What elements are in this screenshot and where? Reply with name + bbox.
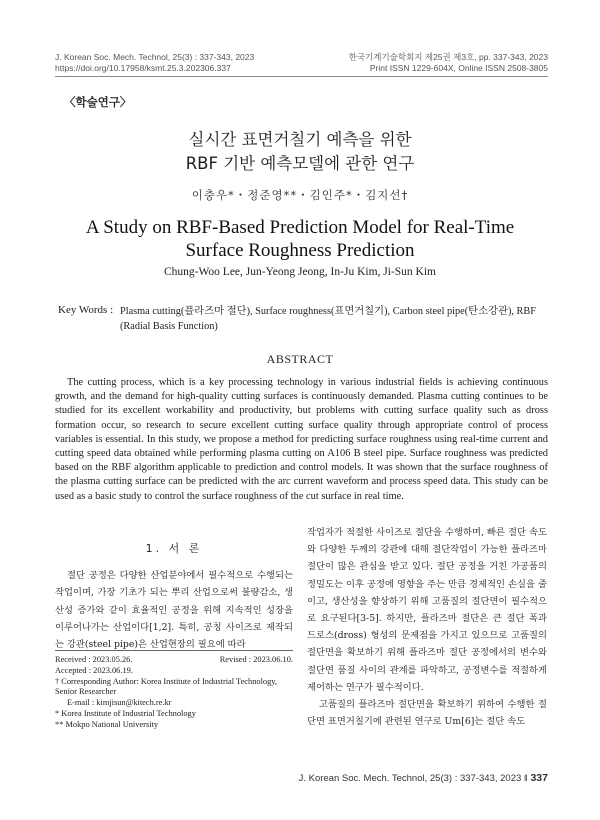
article-category: 〈학술연구〉 xyxy=(64,95,132,109)
intro-paragraph-1-cont: 작업자가 적절한 사이즈로 절단을 수행하며, 빠른 절단 속도와 다양한 두께의 강관에 대해 절단작업이 가능한 플라즈마 절단이 많은 관심을 받고 있다. 절단 공정을 거친 가공품의 정밀도는 이후 공정에 영향을 주는 만큼 경제적인 손실을 줄이고, 생산성을 향상하기 위해 고품질의 절단면이 필수적으로 요구된다[3-5]. 하지만, 플라즈마 절단은 큰 절단 폭과 드로스(dross) 형성의 문제점을 가지고 있으므로 고품질의 절단면을 확보하기 위해 플라즈마 절단 공정에서의 변수와 절단면 품질 사이의 관계를 파악하고, 공정변수를 적절하게 제어하는 연구가 필수적이다. xyxy=(307,527,547,693)
abstract-body: The cutting process, which is a key processing technology in various industrial fields is achieving continuous growth, and the demand for high-quality cutting surfaces is continuously demanded. Plasma cutting continues to be studied for its excellent workability and productivity, but problems with cutting surface quality such as dross formation occur, so research to secure excellent cutting surface quality through appropriate control of process variables is essential. In this study, we propose a method for predicting surface roughness using real-time current and cutting speed data obtained while performing plasma cutting on A106 B steel pipe. Surface roughness was predicted based on the RBF algorithm applicable to prediction and control models. It was shown that the surface roughness of the plasma cutting surface can be predicted with the arc current waveform and process speed data. This study can be used as a basic study to control the surface roughness of the cut surface in real time. xyxy=(55,377,548,502)
intro-paragraph-2: 고품질의 플라즈마 절단면을 확보하기 위하여 수행한 절단면 표면거칠기에 관련된 연구로 Um[6]는 절단 속도 xyxy=(307,699,547,728)
section-heading-introduction: 1. 서 론 xyxy=(145,542,203,555)
journal-header-right xyxy=(349,52,548,74)
intro-paragraph-1: 절단 공정은 다양한 산업분야에서 필수적으로 수행되는 작업이며, 가장 기초가 되는 뿌리 산업으로써 불량감소, 생산성 증가와 같이 효율적인 공정을 위해 지속적인 성장을 이루어나가는 산업이다[1,2]. 특히, 공칭 사이즈로 제작되는 강관(steel pipe)은 산업현장의 필요에 따라 xyxy=(55,570,293,651)
english-title-line1: A Study on RBF-Based Prediction Model for Real-Time xyxy=(85,217,515,238)
korean-authors: 이충우*・정준영**・김인주*・김지선† xyxy=(191,188,409,202)
revised-date: Revised : 2023.06.10. xyxy=(219,655,293,664)
corresponding-author: † Corresponding Author: Korea Institute of Industrial Technology, Senior Researcher xyxy=(55,676,278,697)
abstract-title: ABSTRACT xyxy=(266,352,334,366)
accepted-date: Accepted : 2023.06.19. xyxy=(55,665,133,675)
header-divider xyxy=(55,76,548,77)
body-column-left xyxy=(55,540,293,653)
footer-citation: J. Korean Soc. Mech. Technol, 25(3) : 337-343, 2023 ‖ xyxy=(298,773,528,784)
keywords-text: Plasma cutting(플라즈마 절단), Surface roughness(표면거칠기), Carbon steel pipe(탄소강관), RBF (Radial Basis Function) xyxy=(120,306,537,332)
english-title-line2: Surface Roughness Prediction xyxy=(185,240,415,261)
keywords-label: Key Words : xyxy=(58,304,114,316)
korean-title-line2: RBF 기반 예측모델에 관한 연구 xyxy=(185,154,415,173)
affiliation-1: * Korea Institute of Industrial Technology xyxy=(55,708,196,718)
korean-title-line1: 실시간 표면거칠기 예측을 위한 xyxy=(188,130,412,149)
doi-link[interactable]: https://doi.org/10.17958/ksmt.25.3.202306.337 xyxy=(55,63,231,73)
author-email[interactable]: E-mail : kimjisun@kitech.re.kr xyxy=(67,698,172,708)
body-column-right xyxy=(307,524,547,730)
received-date: Received : 2023.05.26. xyxy=(55,655,133,664)
journal-citation: J. Korean Soc. Mech. Technol, 25(3) : 337-343, 2023 xyxy=(55,52,255,62)
submission-dates xyxy=(55,655,293,666)
footnote-divider xyxy=(55,650,293,651)
affiliation-2: ** Mokpo National University xyxy=(55,719,159,729)
journal-citation-korean: 한국기계기술학회지 제25권 제3호, pp. 337-343, 2023 xyxy=(348,52,548,62)
korean-title xyxy=(0,128,600,176)
page-footer xyxy=(299,772,548,784)
english-authors: Chung-Woo Lee, Jun-Yeong Jeong, In-Ju Kim, Ji-Sun Kim xyxy=(164,266,436,278)
english-title xyxy=(0,216,600,262)
issn-info: Print ISSN 1229-604X, Online ISSN 2508-3805 xyxy=(369,63,548,73)
journal-header-left xyxy=(55,52,254,74)
page-number: 337 xyxy=(530,772,548,784)
footnotes xyxy=(55,655,293,731)
